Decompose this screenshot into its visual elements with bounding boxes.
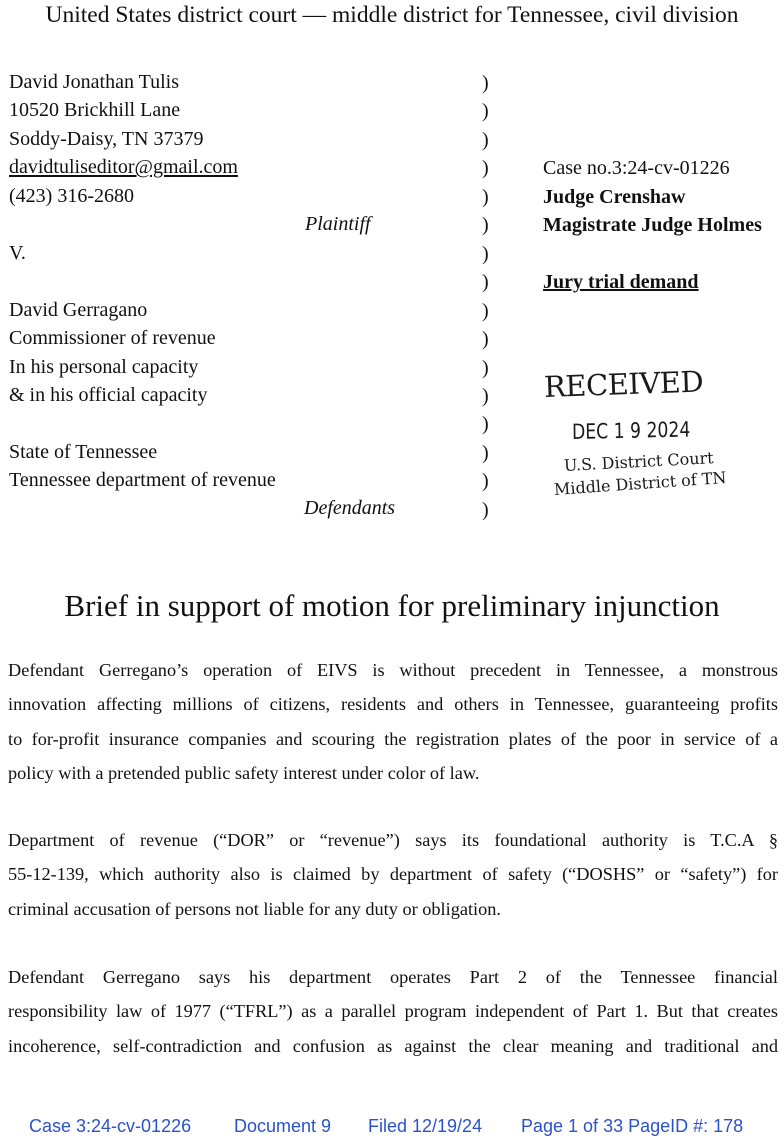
paragraph-line: Department of revenue (“DOR” or “revenue”) says its foundational authority is T.C.A § — [8, 830, 778, 850]
paragraph-line: responsibility law of 1977 (“TFRL”) as a parallel program independent of Part 1. But that creates — [8, 1001, 778, 1022]
plaintiff-phone: (423) 316-2680 — [9, 185, 134, 207]
footer-document: Document 9 — [234, 1116, 332, 1136]
caption-paren: ) — [482, 72, 489, 94]
defendant-capacity-personal: In his personal capacity — [9, 356, 199, 378]
plaintiff-address-line2: Soddy-Daisy, TN 37379 — [9, 128, 204, 150]
footer-case: Case 3:24-cv-01226 — [29, 1116, 192, 1136]
caption-paren: ) — [482, 271, 489, 293]
defendant-state: State of Tennessee — [9, 441, 158, 463]
caption-paren: ) — [482, 186, 489, 208]
versus: V. — [9, 242, 26, 264]
paragraph-line: to for-profit insurance companies and scouring the registration plates of the poor in service of a — [8, 728, 778, 749]
paragraph-line: criminal accusation of persons not liable for any duty or obligation. — [8, 898, 501, 919]
brief-title: Brief in support of motion for preliminary injunction — [64, 588, 720, 623]
received-stamp — [540, 364, 760, 518]
judge: Judge Crenshaw — [543, 186, 686, 208]
defendant-agency: Tennessee department of revenue — [9, 469, 276, 491]
plaintiff-address-line1: 10520 Brickhill Lane — [9, 99, 181, 121]
plaintiff-role: Plaintiff — [305, 213, 371, 235]
caption-paren: ) — [482, 328, 489, 350]
plaintiff-name: David Jonathan Tulis — [9, 71, 180, 93]
caption-paren: ) — [482, 300, 489, 322]
stamp-date: DEC 1 9 2024 — [571, 417, 691, 444]
defendant-name: David Gerragano — [9, 299, 148, 321]
caption-paren: ) — [482, 385, 489, 407]
caption-paren: ) — [482, 357, 489, 379]
caption-paren: ) — [482, 413, 489, 435]
case-number: Case no.3:24-cv-01226 — [543, 157, 730, 179]
plaintiff-email: davidtuliseditor@gmail.com — [9, 156, 238, 178]
caption-paren: ) — [482, 243, 489, 265]
caption-paren: ) — [482, 499, 489, 521]
caption-paren: ) — [482, 214, 489, 236]
defendants-role: Defendants — [304, 497, 396, 519]
paragraph-line: 55-12-139, which authority also is claimed by department of safety (“DOSHS” or “safety”) for — [8, 864, 778, 885]
magistrate-judge: Magistrate Judge Holmes — [543, 214, 762, 236]
footer-page: Page 1 of 33 PageID #: 178 — [521, 1116, 744, 1136]
jury-trial-demand: Jury trial demand — [543, 271, 699, 293]
paragraph — [8, 960, 778, 1063]
defendant-capacity-official: & in his official capacity — [9, 384, 208, 406]
caption-paren: ) — [482, 470, 489, 492]
caption-paren: ) — [482, 442, 489, 464]
paragraph — [8, 823, 778, 926]
paragraph-line: incoherence, self-contradiction and confusion as against the clear meaning and traditional and — [8, 1035, 778, 1056]
caption-paren: ) — [482, 100, 489, 122]
court-title: United States district court — middle district for Tennessee, civil division — [45, 2, 739, 28]
paragraph-line: Defendant Gerregano says his department operates Part 2 of the Tennessee financial — [8, 967, 778, 987]
paragraph-line: Defendant Gerregano’s operation of EIVS is without precedent in Tennessee, a monstrous — [8, 660, 778, 680]
paragraph-line: innovation affecting millions of citizens, residents and others in Tennessee, guaranteeing profits — [8, 694, 778, 715]
defendant-title: Commissioner of revenue — [9, 327, 216, 349]
stamp-received: RECEIVED — [543, 364, 704, 404]
caption-paren: ) — [482, 157, 489, 179]
caption-paren: ) — [482, 129, 489, 151]
stamp-court: U.S. District Court — [563, 448, 715, 475]
footer-filed: Filed 12/19/24 — [368, 1116, 483, 1136]
stamp-district: Middle District of TN — [553, 467, 728, 499]
paragraph — [8, 653, 778, 790]
paragraph-line: policy with a pretended public safety interest under color of law. — [8, 762, 480, 783]
